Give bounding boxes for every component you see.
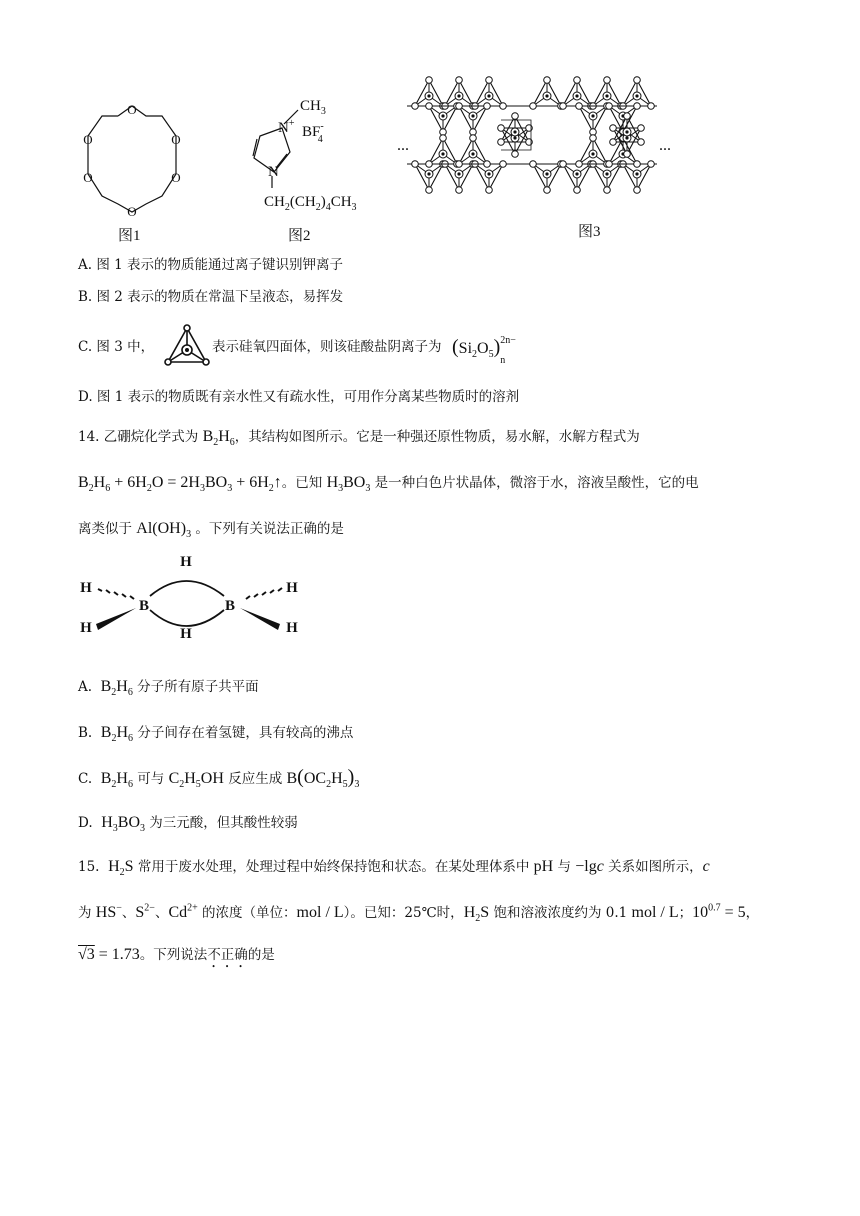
- q14-stem-line-3: 离类似于 $Al(OH)_3$ 。下列有关说法正确的是: [78, 520, 344, 541]
- q13-option-c: [78, 338, 154, 356]
- silicate-tetrahedron-14: [530, 161, 565, 194]
- q15-stem-line-3: √3 = 1.73。下列说法不正确的是: [78, 946, 275, 963]
- q13-option-c-middle: 表示硅氧四面体，则该硅酸盐阴离子为: [212, 339, 442, 355]
- q13-option-c-prefix: C. 图 3 中，: [78, 339, 155, 355]
- silicate-tetrahedron-3: [530, 77, 565, 110]
- svg-text:H: H: [180, 554, 192, 570]
- q14-option-b: B. $B_2H_6$ 分子间存在着氢键，具有较高的沸点: [78, 724, 354, 745]
- q14-option-d: D. $H_3BO_3$ 为三元酸，但其酸性较弱: [78, 814, 298, 835]
- svg-text:CH2(CH2)4CH3: $CH_2(CH_2)_4CH_3$: [264, 194, 357, 213]
- svg-text:N+: N+: [278, 118, 295, 136]
- hydrolysis-equation: $B_2H_6 + 6H_2O = 2H_3BO_3$ + $6H_2↑$: [78, 474, 282, 495]
- q14-option-a: A. $B_2H_6$ 分子所有原子共平面: [78, 678, 259, 699]
- tetrahedron-icon: [162, 324, 212, 368]
- q13-option-b: B. 图 2 表示的物质在常温下呈液态，易挥发: [78, 289, 344, 305]
- svg-text:H: H: [80, 580, 92, 596]
- figure-2-caption: 图2: [288, 228, 311, 244]
- crown-oxygen-4: O: [127, 204, 137, 219]
- diborane-structure-diagram: [76, 550, 316, 640]
- svg-text:H: H: [80, 620, 92, 636]
- svg-text:B: B: [138, 598, 150, 614]
- fig3-right-ellipsis: ...: [659, 137, 671, 154]
- crown-oxygen-3: O: [171, 170, 181, 185]
- crown-oxygen-1: O: [127, 102, 137, 117]
- svg-text:H: H: [180, 626, 192, 640]
- fig3-left-ellipsis: ...: [397, 137, 409, 154]
- q14-stem-line-2: $B_2H_6 + 6H_2O = 2H_3BO_3$ + $6H_2↑$。已知 $H_3BO_3$ 是一种白色片状晶体，微溶于水，溶液呈酸性，它的电: [78, 474, 699, 495]
- figure-3-silicate-chain: [395, 68, 685, 218]
- sqrt3-value: √3 = 1.73: [78, 946, 140, 963]
- q13-option-a: A. 图 1 表示的物质能通过离子键识别钾离子: [78, 257, 344, 273]
- figure-2-ionic-liquid: [232, 90, 392, 220]
- emphasized-not-correct: 不正确: [207, 947, 248, 963]
- svg-text:BF-4: BF-4: [302, 121, 324, 145]
- crown-oxygen-2: O: [171, 132, 181, 147]
- silicate-formula: $(Si_2O_5)_n^{2n-}$: [452, 335, 516, 366]
- figure-1-caption: 图1: [118, 228, 141, 244]
- crown-oxygen-5: O: [83, 170, 93, 185]
- q15-stem-line-1: 15. $H_2S$ 常用于废水处理，处理过程中始终保持饱和状态。在某处理体系中 pH 与 −lgc 关系如图所示，c: [78, 858, 710, 879]
- q15-stem-line-2: 为 HS−、$S^{2-}$、$Cd^{2+}$ 的浓度（单位：mol / L）。已知：25℃时，$H_2S$ 饱和溶液浓度约为 0.1 mol / L；$10^{0.7} = 5$，: [78, 902, 760, 925]
- figure-3-caption: 图3: [578, 224, 601, 240]
- q14-stem-line-1: 14. 乙硼烷化学式为 $B_2H_6$，其结构如图所示。它是一种强还原性物质，易水解，水解方程式为: [78, 428, 640, 449]
- q13-option-d: D. 图 1 表示的物质既有亲水性又有疏水性，可用作分离某些物质时的溶剂: [78, 389, 520, 405]
- svg-text:CH3: $CH_3$: [300, 98, 326, 117]
- svg-text:H: H: [286, 580, 298, 596]
- svg-text:H: H: [286, 620, 298, 636]
- fig2-n-atom: N: [268, 164, 279, 180]
- svg-text:B: B: [224, 598, 236, 614]
- q14-option-c: C. $B_2H_6$ 可与 $C_2H_5OH$ 反应生成 $B(OC_2H_5)_3$: [78, 766, 360, 791]
- crown-oxygen-6: O: [83, 132, 93, 147]
- figure-1-crown-ether: [70, 100, 200, 220]
